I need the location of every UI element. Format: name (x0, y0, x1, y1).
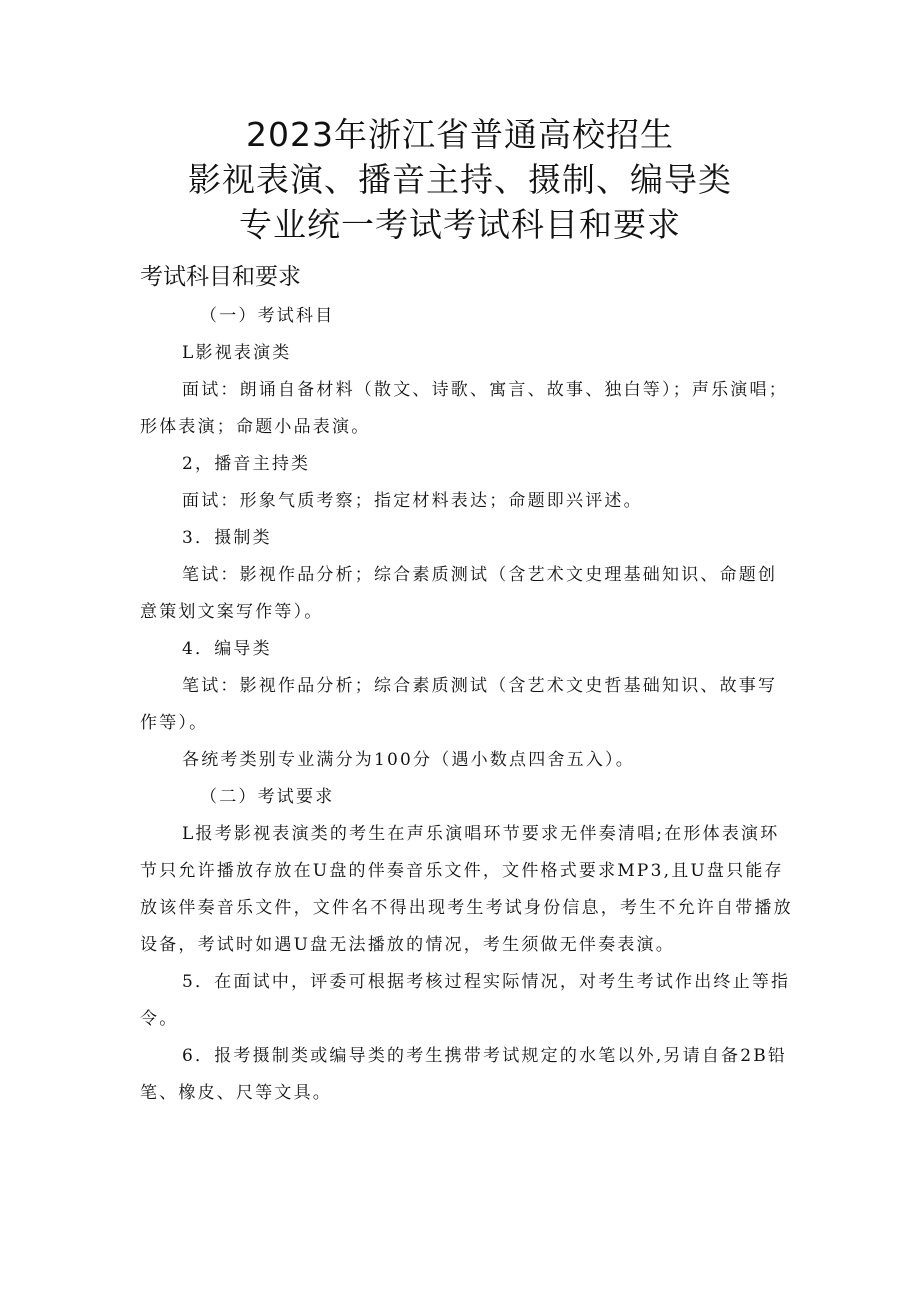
paragraph-full-score: 各统考类别专业满分为100分（遇小数点四舍五入）。 (182, 750, 635, 770)
subsection-heading-requirements: （二）考试要求 (200, 787, 335, 807)
paragraph-requirement-1: L报考影视表演类的考生在声乐演唱环节要求无伴奏清唱;在形体表演环节只允许播放存放在U盘的伴奏音乐文件，文件格式要求MP3,且U盘只能存放该伴奏音乐文件，文件名不得出现考生考试身份信息，考生不允许自带播放设备，考试时如遇U盘无法播放的情况，考生须做无伴奏表演。 (140, 824, 793, 955)
paragraph-broadcasting-interview: 面试：形象气质考察；指定材料表达；命题即兴评述。 (182, 491, 643, 511)
category-heading-acting: L影视表演类 (182, 343, 292, 363)
title-line-3: 专业统一考试考试科目和要求 (239, 205, 681, 244)
document-title (0, 112, 920, 247)
category-heading-directing: 4．编导类 (182, 639, 272, 659)
paragraph-acting-interview: 面试：朗诵自备材料（散文、诗歌、寓言、故事、独白等）；声乐演唱；形体表演；命题小品表演。 (140, 380, 788, 437)
category-heading-broadcasting: 2，播音主持类 (182, 454, 311, 474)
paragraph-filming-written: 笔试：影视作品分析；综合素质测试（含艺术文史理基础知识、命题创意策划文案写作等）。 (140, 565, 778, 622)
paragraph-requirement-5: 5．在面试中，评委可根据考核过程实际情况，对考生考试作出终止等指令。 (140, 972, 791, 1029)
subsection-heading-subjects: （一）考试科目 (200, 306, 335, 326)
section-heading: 考试科目和要求 (140, 264, 301, 290)
title-line-1: 2023年浙江省普通高校招生 (246, 115, 674, 154)
paragraph-directing-written: 笔试：影视作品分析；综合素质测试（含艺术文史哲基础知识、故事写作等）。 (140, 676, 778, 733)
document-body (140, 298, 796, 1112)
title-line-2: 影视表演、播音主持、摄制、编导类 (188, 160, 732, 199)
paragraph-requirement-6: 6．报考摄制类或编导类的考生携带考试规定的水笔以外,另请自备2B铅笔、橡皮、尺等文具。 (140, 1046, 788, 1103)
category-heading-filming: 3．摄制类 (182, 528, 272, 548)
